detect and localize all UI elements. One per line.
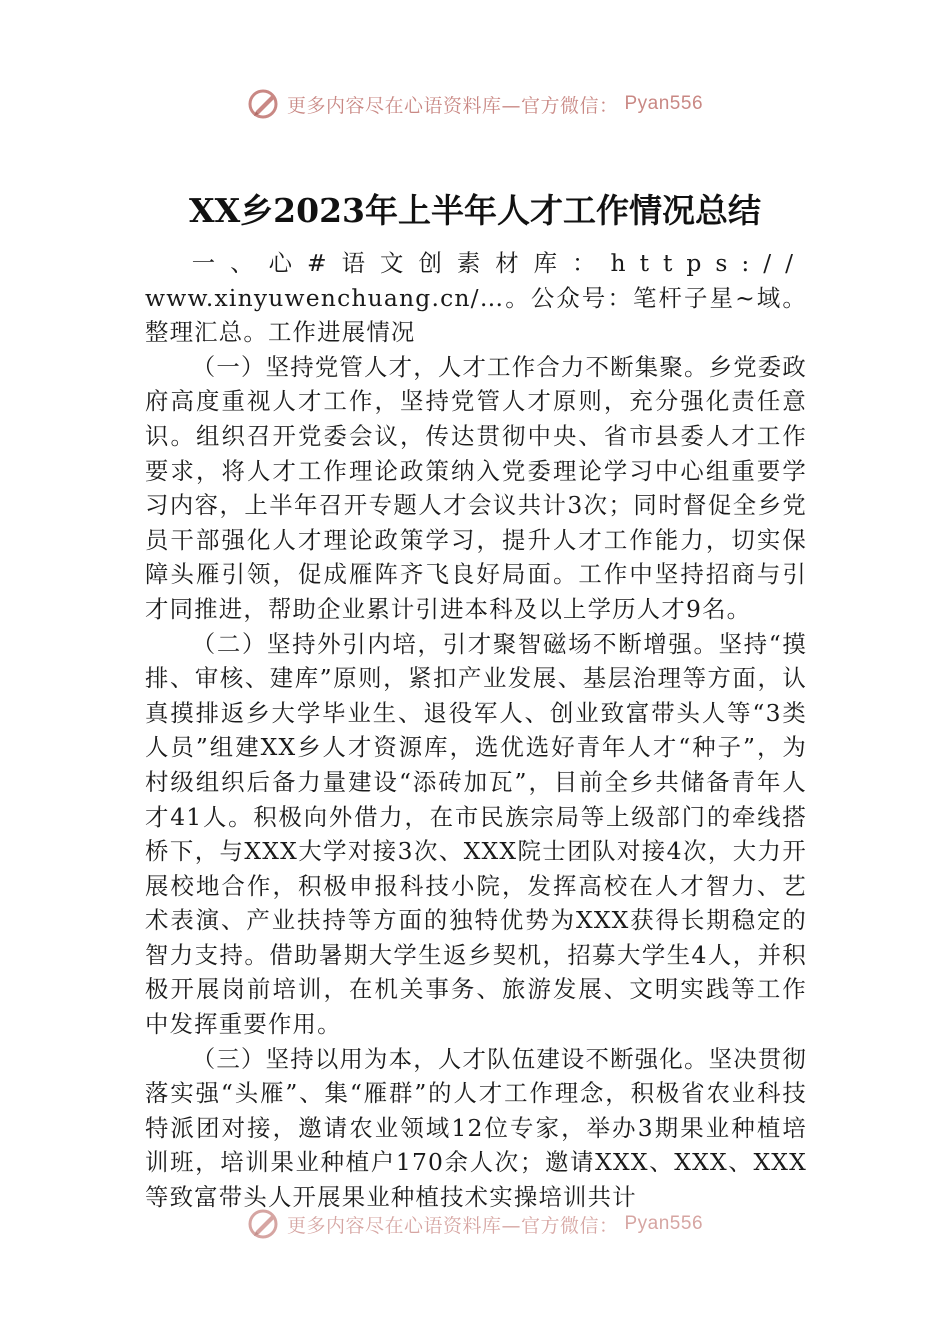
pen-seal-icon	[247, 1207, 281, 1241]
watermark-text: 更多内容尽在心语资料库—官方微信：	[286, 94, 619, 117]
watermark-id: Pyan556	[624, 93, 704, 114]
document-body	[145, 246, 807, 1214]
paragraph-1: （一）坚持党管人才，人才工作合力不断集聚。乡党委政府高度重视人才工作，坚持党管人才原则，充分强化责任意识。组织召开党委会议，传达贯彻中央、省市县委人才工作要求，将人才工作理论政策纳入党委理论学习中心组重要学习内容，上半年召开专题人才会议共计3次；同时督促全乡党员干部强化人才理论政策学习，提升人才工作能力，切实保障头雁引领，促成雁阵齐飞良好局面。工作中坚持招商与引才同推进，帮助企业累计引进本科及以上学历人才9名。	[145, 352, 807, 623]
watermark-header	[0, 82, 950, 126]
watermark-footer	[0, 1202, 950, 1246]
intro-line-rest: www.xinyuwenchuang.cn/…。公众号：笔杆子星~域。整理汇总。工作进展情况	[145, 283, 807, 347]
paragraph-2: （二）坚持外引内培，引才聚智磁场不断增强。坚持“摸排、审核、建库”原则，紧扣产业发展、基层治理等方面，认真摸排返乡大学毕业生、退役军人、创业致富带头人等“3类人员”组建XX乡人才资源库，选优选好青年人才“种子”，为村级组织后备力量建设“添砖加瓦”，目前全乡共储备青年人才41人。积极向外借力，在市民族宗局等上级部门的牵线搭桥下，与XXX大学对接3次、XXX院士团队对接4次，大力开展校地合作，积极申报科技小院，发挥高校在人才智力、艺术表演、产业扶持等方面的独特优势为XXX获得长期稳定的智力支持。借助暑期大学生返乡契机，招募大学生4人，并积极开展岗前培训，在机关事务、旅游发展、文明实践等工作中发挥重要作用。	[145, 629, 807, 1039]
paragraph-3: （三）坚持以用为本，人才队伍建设不断强化。坚决贯彻落实强“头雁”、集“雁群”的人才工作理念，积极省农业科技特派团对接，邀请农业领域12位专家，举办3期果业种植培训班，培训果业种植户170余人次；邀请XXX、XXX、XXX等致富带头人开展果业种植技术实操培训共计	[145, 1044, 807, 1212]
intro-paragraph	[145, 246, 807, 350]
intro-line-first: 一、心#语文创素材库：https://	[191, 249, 807, 277]
pen-seal-icon	[247, 87, 281, 121]
watermark-id: Pyan556	[624, 1213, 704, 1234]
watermark-text: 更多内容尽在心语资料库—官方微信：	[286, 1214, 619, 1237]
document-title: XX乡2023年上半年人才工作情况总结	[188, 191, 762, 230]
